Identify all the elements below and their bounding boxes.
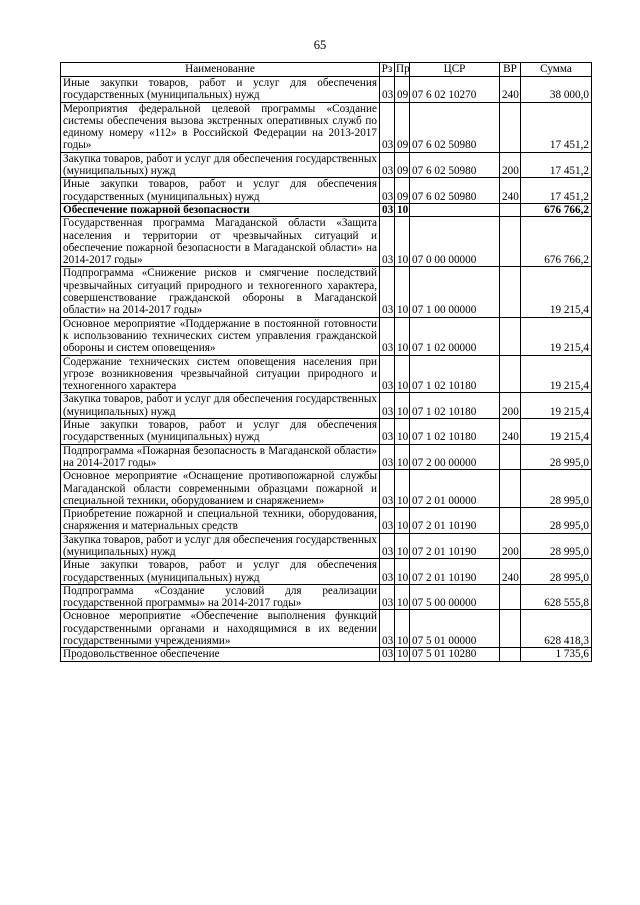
cell-pr: 10 bbox=[395, 559, 410, 585]
cell-sum: 28 995,0 bbox=[521, 559, 592, 585]
cell-sum: 17 451,2 bbox=[521, 152, 592, 178]
cell-vr: 240 bbox=[500, 77, 521, 103]
cell-name: Государственная программа Магаданской области «Защита населения и территории от чрезвычайных ситуаций и обеспечение пожарной безопасности в Магаданской области» на 2014-2017 годы» bbox=[61, 217, 380, 267]
table-row bbox=[61, 533, 592, 559]
cell-vr: 200 bbox=[500, 393, 521, 419]
cell-name: Мероприятия федеральной целевой программы «Создание системы обеспечения вызова экстренных оперативных служб по единому номеру «112» в Российской Федерации на 2013-2017 годы» bbox=[61, 102, 380, 152]
cell-vr: 200 bbox=[500, 533, 521, 559]
cell-vr bbox=[500, 355, 521, 393]
table-row bbox=[61, 317, 592, 355]
cell-csr: 07 2 01 00000 bbox=[410, 470, 500, 508]
cell-sum: 19 215,4 bbox=[521, 267, 592, 317]
cell-rz: 03 bbox=[380, 77, 395, 103]
cell-pr: 10 bbox=[395, 217, 410, 267]
cell-csr: 07 2 01 10190 bbox=[410, 559, 500, 585]
cell-rz: 03 bbox=[380, 508, 395, 534]
cell-vr: 240 bbox=[500, 419, 521, 445]
cell-sum: 28 995,0 bbox=[521, 444, 592, 470]
cell-sum: 628 418,3 bbox=[521, 610, 592, 648]
cell-rz: 03 bbox=[380, 217, 395, 267]
cell-name: Продовольственное обеспечение bbox=[61, 648, 380, 661]
cell-rz: 03 bbox=[380, 648, 395, 661]
cell-sum: 19 215,4 bbox=[521, 419, 592, 445]
table-row bbox=[61, 393, 592, 419]
cell-vr bbox=[500, 470, 521, 508]
cell-name: Иные закупки товаров, работ и услуг для обеспечения государственных (муниципальных) нужд bbox=[61, 77, 380, 103]
table-row bbox=[61, 355, 592, 393]
cell-pr: 09 bbox=[395, 102, 410, 152]
header-csr: ЦСР bbox=[410, 63, 500, 77]
cell-pr: 10 bbox=[395, 648, 410, 661]
table-row bbox=[61, 444, 592, 470]
cell-vr bbox=[500, 610, 521, 648]
cell-rz: 03 bbox=[380, 178, 395, 204]
budget-table bbox=[60, 62, 592, 662]
cell-rz: 03 bbox=[380, 533, 395, 559]
cell-name: Подпрограмма «Пожарная безопасность в Магаданской области» на 2014-2017 годы» bbox=[61, 444, 380, 470]
cell-pr: 10 bbox=[395, 203, 410, 216]
cell-pr: 10 bbox=[395, 393, 410, 419]
cell-name: Основное мероприятие «Оснащение противопожарной службы Магаданской области современными образцами пожарной и специальной техники, оборудованием и снаряжением» bbox=[61, 470, 380, 508]
cell-csr: 07 2 00 00000 bbox=[410, 444, 500, 470]
cell-vr: 200 bbox=[500, 152, 521, 178]
table-row bbox=[61, 470, 592, 508]
cell-csr: 07 6 02 50980 bbox=[410, 102, 500, 152]
cell-pr: 10 bbox=[395, 355, 410, 393]
cell-csr: 07 5 01 10280 bbox=[410, 648, 500, 661]
cell-rz: 03 bbox=[380, 152, 395, 178]
cell-sum: 676 766,2 bbox=[521, 217, 592, 267]
cell-rz: 03 bbox=[380, 419, 395, 445]
cell-rz: 03 bbox=[380, 444, 395, 470]
cell-sum: 17 451,2 bbox=[521, 178, 592, 204]
table-row bbox=[61, 559, 592, 585]
cell-name: Подпрограмма «Создание условий для реализации государственной программы» на 2014-2017 годы» bbox=[61, 584, 380, 610]
cell-csr: 07 2 01 10190 bbox=[410, 508, 500, 534]
cell-vr bbox=[500, 217, 521, 267]
cell-rz: 03 bbox=[380, 584, 395, 610]
cell-vr bbox=[500, 648, 521, 661]
cell-name: Приобретение пожарной и специальной техники, оборудования, снаряжения и материальных средств bbox=[61, 508, 380, 534]
cell-rz: 03 bbox=[380, 102, 395, 152]
table-row bbox=[61, 584, 592, 610]
header-sum: Сумма bbox=[521, 63, 592, 77]
cell-vr bbox=[500, 267, 521, 317]
cell-name: Основное мероприятие «Обеспечение выполнения функций государственными органами и находящимися в их ведении государственными учреждениями» bbox=[61, 610, 380, 648]
cell-rz: 03 bbox=[380, 267, 395, 317]
cell-pr: 09 bbox=[395, 77, 410, 103]
table-row bbox=[61, 178, 592, 204]
table-row bbox=[61, 267, 592, 317]
cell-sum: 17 451,2 bbox=[521, 102, 592, 152]
cell-csr: 07 1 02 00000 bbox=[410, 317, 500, 355]
cell-rz: 03 bbox=[380, 393, 395, 419]
cell-vr: 240 bbox=[500, 559, 521, 585]
cell-name: Закупка товаров, работ и услуг для обеспечения государственных (муниципальных) нужд bbox=[61, 393, 380, 419]
cell-rz: 03 bbox=[380, 203, 395, 216]
header-pr: Пр bbox=[396, 63, 410, 76]
cell-name: Иные закупки товаров, работ и услуг для обеспечения государственных (муниципальных) нужд bbox=[61, 178, 380, 204]
cell-pr: 09 bbox=[395, 178, 410, 204]
table-header-row bbox=[61, 63, 592, 77]
cell-csr: 07 1 02 10180 bbox=[410, 393, 500, 419]
cell-pr: 10 bbox=[395, 317, 410, 355]
cell-name: Обеспечение пожарной безопасности bbox=[61, 203, 380, 216]
cell-rz: 03 bbox=[380, 559, 395, 585]
cell-name: Закупка товаров, работ и услуг для обеспечения государственных (муниципальных) нужд bbox=[61, 533, 380, 559]
cell-sum: 19 215,4 bbox=[521, 317, 592, 355]
header-rz: Рз bbox=[380, 63, 395, 77]
header-vr: ВР bbox=[500, 63, 521, 77]
cell-vr bbox=[500, 317, 521, 355]
cell-csr: 07 5 00 00000 bbox=[410, 584, 500, 610]
cell-pr: 10 bbox=[395, 533, 410, 559]
table-row bbox=[61, 217, 592, 267]
cell-csr: 07 6 02 50980 bbox=[410, 152, 500, 178]
cell-sum: 1 735,6 bbox=[521, 648, 592, 661]
table-body bbox=[61, 77, 592, 662]
cell-name: Иные закупки товаров, работ и услуг для обеспечения государственных (муниципальных) нужд bbox=[61, 559, 380, 585]
table-row bbox=[61, 77, 592, 103]
cell-name: Подпрограмма «Снижение рисков и смягчение последствий чрезвычайных ситуаций природного и техногенного характера, совершенствование гражданской обороны в Магаданской области» на 2014-2017 годы» bbox=[61, 267, 380, 317]
cell-vr bbox=[500, 508, 521, 534]
cell-csr: 07 1 00 00000 bbox=[410, 267, 500, 317]
cell-pr: 10 bbox=[395, 419, 410, 445]
cell-sum: 628 555,8 bbox=[521, 584, 592, 610]
header-name: Наименование bbox=[61, 63, 380, 77]
table-row bbox=[61, 203, 592, 216]
cell-sum: 19 215,4 bbox=[521, 355, 592, 393]
cell-csr: 07 1 02 10180 bbox=[410, 355, 500, 393]
cell-name: Содержание технических систем оповещения населения при угрозе возникновения чрезвычайной ситуации природного и техногенного характера bbox=[61, 355, 380, 393]
cell-csr: 07 0 00 00000 bbox=[410, 217, 500, 267]
cell-sum: 19 215,4 bbox=[521, 393, 592, 419]
cell-vr bbox=[500, 444, 521, 470]
cell-vr bbox=[500, 203, 521, 216]
cell-sum: 28 995,0 bbox=[521, 533, 592, 559]
cell-pr: 10 bbox=[395, 584, 410, 610]
cell-pr: 10 bbox=[395, 610, 410, 648]
cell-rz: 03 bbox=[380, 470, 395, 508]
table-row bbox=[61, 508, 592, 534]
cell-csr: 07 5 01 00000 bbox=[410, 610, 500, 648]
cell-sum: 676 766,2 bbox=[521, 203, 592, 216]
cell-vr bbox=[500, 102, 521, 152]
cell-sum: 28 995,0 bbox=[521, 470, 592, 508]
cell-pr: 10 bbox=[395, 508, 410, 534]
cell-name: Основное мероприятие «Поддержание в постоянной готовности к использованию технических систем управления гражданской обороны и систем оповещения» bbox=[61, 317, 380, 355]
cell-vr: 240 bbox=[500, 178, 521, 204]
cell-pr: 10 bbox=[395, 444, 410, 470]
cell-pr: 10 bbox=[395, 267, 410, 317]
cell-pr: 10 bbox=[395, 470, 410, 508]
cell-csr bbox=[410, 203, 500, 216]
table-row bbox=[61, 102, 592, 152]
cell-pr: 09 bbox=[395, 152, 410, 178]
cell-sum: 28 995,0 bbox=[521, 508, 592, 534]
cell-sum: 38 000,0 bbox=[521, 77, 592, 103]
cell-name: Закупка товаров, работ и услуг для обеспечения государственных (муниципальных) нужд bbox=[61, 152, 380, 178]
table-row bbox=[61, 610, 592, 648]
page-number: 65 bbox=[313, 38, 327, 52]
cell-csr: 07 6 02 50980 bbox=[410, 178, 500, 204]
cell-csr: 07 2 01 10190 bbox=[410, 533, 500, 559]
cell-csr: 07 6 02 10270 bbox=[410, 77, 500, 103]
cell-vr bbox=[500, 584, 521, 610]
table-row bbox=[61, 152, 592, 178]
cell-rz: 03 bbox=[380, 355, 395, 393]
table-row bbox=[61, 419, 592, 445]
cell-rz: 03 bbox=[380, 610, 395, 648]
cell-name: Иные закупки товаров, работ и услуг для обеспечения государственных (муниципальных) нужд bbox=[61, 419, 380, 445]
table-row bbox=[61, 648, 592, 661]
cell-rz: 03 bbox=[380, 317, 395, 355]
cell-csr: 07 1 02 10180 bbox=[410, 419, 500, 445]
